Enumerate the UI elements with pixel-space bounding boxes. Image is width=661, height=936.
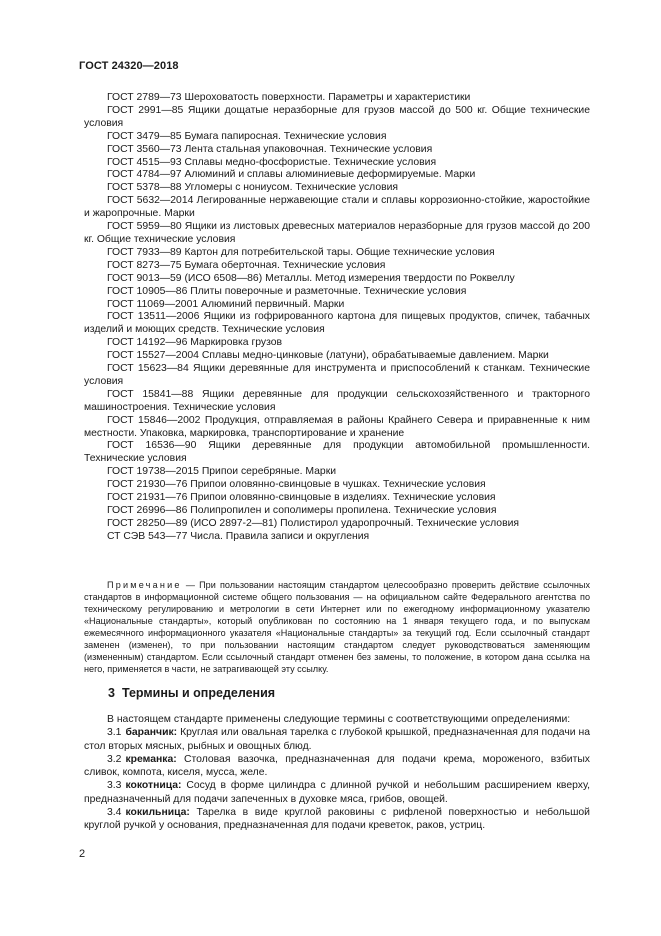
reference-title: Ящики деревянные для продукции сельскохозяйственного и тракторного машиностроения. Технические условия xyxy=(84,388,590,413)
reference-item xyxy=(84,157,590,170)
terms-section xyxy=(84,713,590,833)
reference-code: ГОСТ 7933—89 xyxy=(107,246,182,258)
reference-title: Шероховатость поверхности. Параметры и характеристики xyxy=(184,92,471,103)
reference-title: Полистирол ударопрочный. Технические условия xyxy=(280,517,520,529)
reference-title: Легированные нержавеющие стали и сплавы коррозионно-стойкие, жаростойкие и жаропрочные. Марки xyxy=(84,195,591,220)
page-number: 2 xyxy=(79,848,86,860)
reference-item xyxy=(84,286,590,299)
reference-item xyxy=(84,299,590,312)
term-number: 3.2 xyxy=(107,753,122,765)
reference-title: Картон для потребительской тары. Общие технические условия xyxy=(184,246,495,258)
reference-title: Плиты поверочные и разметочные. Технические условия xyxy=(190,285,467,297)
reference-code: ГОСТ 28250—89 (ИСО 2897-2—81) xyxy=(107,517,278,529)
reference-code: ГОСТ 10905—86 xyxy=(107,285,188,297)
term-definition: Сосуд в форме цилиндра с длинной ручкой и небольшим расширением кверху, предназначенный для подачи запеченных в духовке мяса, грибов, овощей. xyxy=(84,780,591,805)
reference-title: Алюминий первичный. Марки xyxy=(201,298,345,310)
reference-item xyxy=(84,479,590,492)
section-heading xyxy=(108,686,275,700)
reference-item xyxy=(84,182,590,195)
reference-item xyxy=(84,92,590,105)
reference-code: ГОСТ 8273—75 xyxy=(107,259,182,271)
reference-item xyxy=(84,311,590,337)
reference-item xyxy=(84,195,590,221)
term-name: кокотница: xyxy=(125,780,182,792)
reference-title: Металлы. Метод измерения твердости по Роквеллу xyxy=(265,272,515,284)
reference-title: Полипропилен и сополимеры пропилена. Технические условия xyxy=(190,505,497,516)
note-label: Примечание xyxy=(107,580,182,590)
reference-item xyxy=(84,260,590,273)
references-note xyxy=(84,579,590,675)
reference-item xyxy=(84,389,590,415)
reference-item xyxy=(84,518,590,531)
term-definition: Столовая вазочка, предназначенная для подачи крема, мороженого, взбитых сливок, компота, киселя, мусса, желе. xyxy=(84,753,590,779)
section-intro: В настоящем стандарте применены следующие термины с соответствующими определениями: xyxy=(107,714,571,725)
reference-code: ГОСТ 5632—2014 xyxy=(107,195,194,207)
reference-item xyxy=(84,169,590,182)
reference-title: Ящики дощатые неразборные для грузов массой до 500 кг. Общие технические условия xyxy=(84,104,590,129)
normative-references-list xyxy=(84,92,590,544)
term-definition: Круглая или овальная тарелка с глубокой крышкой, предназначенная для подачи на стол вторых мясных, рыбных и овощных блюд. xyxy=(84,727,590,752)
term-entry xyxy=(84,753,590,780)
reference-code: ГОСТ 4515—93 xyxy=(107,156,182,168)
reference-item xyxy=(84,531,590,544)
term-number: 3.1 xyxy=(107,727,122,739)
reference-code: ГОСТ 19738—2015 xyxy=(107,466,199,478)
reference-item xyxy=(84,144,590,157)
term-definition: Тарелка в виде круглой раковины с рифленой поверхностью и небольшой круглой ручкой у основания, предназначенная для подачи креветок, раков, устриц. xyxy=(84,807,590,832)
reference-item xyxy=(84,337,590,350)
reference-item xyxy=(84,415,590,441)
reference-code: ГОСТ 15527—2004 xyxy=(107,350,199,362)
reference-code: ГОСТ 21931—76 xyxy=(107,492,188,504)
reference-title: Алюминий и сплавы алюминиевые деформируемые. Марки xyxy=(184,169,476,181)
reference-code: ГОСТ 4784—97 xyxy=(107,169,182,181)
reference-code: ГОСТ 5378—88 xyxy=(107,182,182,194)
reference-code: ГОСТ 2789—73 xyxy=(107,92,182,103)
term-name: креманка: xyxy=(125,753,177,765)
reference-title: Сплавы медно-фосфористые. Технические условия xyxy=(184,156,437,168)
reference-code: ГОСТ 13511—2006 xyxy=(107,311,200,323)
reference-title: Сплавы медно-цинковые (латуни), обрабатываемые давлением. Марки xyxy=(201,350,549,362)
reference-item xyxy=(84,466,590,479)
reference-item xyxy=(84,131,590,144)
reference-code: ГОСТ 5959—80 xyxy=(107,221,182,233)
reference-code: ГОСТ 3479—85 xyxy=(107,130,182,142)
reference-code: ГОСТ 2991—85 xyxy=(107,104,184,116)
reference-code: ГОСТ 26996—86 xyxy=(107,505,188,516)
reference-item xyxy=(84,273,590,286)
reference-title: Ящики деревянные для инструмента и приспособлений к станкам. Технические условия xyxy=(84,363,590,387)
reference-title: Ящики из гофрированного картона для пищевых продуктов, спичек, табачных изделий и моющих средств. Технические условия xyxy=(84,311,590,336)
reference-title: Маркировка грузов xyxy=(190,337,283,349)
reference-code: ГОСТ 3560—73 xyxy=(107,143,182,155)
section-number: 3 xyxy=(108,686,115,700)
term-entry xyxy=(84,726,590,753)
reference-code: ГОСТ 15846—2002 xyxy=(107,414,201,426)
term-number: 3.4 xyxy=(107,807,122,819)
reference-item xyxy=(84,350,590,363)
reference-item xyxy=(84,505,590,518)
term-name: баранчик: xyxy=(125,727,178,739)
reference-item xyxy=(84,363,590,389)
reference-title: Ящики из листовых древесных материалов неразборные для грузов массой до 200 кг. Общие технические условия xyxy=(84,221,590,245)
reference-code: СТ СЭВ 543—77 xyxy=(107,530,188,542)
term-entry xyxy=(84,806,590,833)
reference-code: ГОСТ 15623—84 xyxy=(107,363,189,375)
reference-code: ГОСТ 21930—76 xyxy=(107,479,188,491)
reference-item xyxy=(84,492,590,505)
reference-item xyxy=(84,247,590,260)
reference-item xyxy=(84,221,590,247)
reference-title: Бумага оберточная. Технические условия xyxy=(184,259,386,271)
reference-title: Припои серебряные. Марки xyxy=(201,466,337,478)
note-text: — При пользовании настоящим стандартом целесообразно проверить действие ссылочных стандартов в информационной системе общего пользования — на официальном сайте Федерального агентства по техническому регулированию и метрологии в сети Интернет или по ежегодному информационному указателю «Национальные стандарты», который опубликован по состоянию на 1 января текущего года, и по выпускам ежемесячного информационного указателя «Национальные стандарты» за текущий год. Если ссылочный стандарт заменен (изменен), то при пользовании настоящим стандартом следует руководствоваться заменяющим (измененным) стандартом. Если ссылочный стандарт отменен без замены, то положение, в котором дана ссылка на него, применяется в части, не затрагивающей эту ссылку. xyxy=(84,580,591,674)
reference-title: Припои оловянно-свинцовые в изделиях. Технические условия xyxy=(190,492,496,504)
section-title: Термины и определения xyxy=(121,686,276,700)
reference-title: Продукция, отправляемая в районы Крайнего Севера и приравненные к ним местности. Упаковка, маркировка, транспортирование и хранение xyxy=(84,414,590,439)
reference-code: ГОСТ 11069—2001 xyxy=(107,298,199,310)
reference-code: ГОСТ 14192—96 xyxy=(107,337,188,349)
term-entry xyxy=(84,779,590,806)
reference-title: Лента стальная упаковочная. Технические условия xyxy=(184,143,433,155)
reference-code: ГОСТ 15841—88 xyxy=(107,388,194,400)
reference-title: Числа. Правила записи и округления xyxy=(190,530,370,542)
document-header: ГОСТ 24320—2018 xyxy=(79,60,179,72)
reference-title: Ящики деревянные для продукции автомобильной промышленности. Технические условия xyxy=(84,440,591,465)
reference-title: Бумага папиросная. Технические условия xyxy=(184,130,387,142)
term-number: 3.3 xyxy=(107,780,122,792)
term-name: кокильница: xyxy=(125,807,190,819)
reference-item xyxy=(84,105,590,131)
reference-title: Угломеры с нониусом. Технические условия xyxy=(184,182,399,194)
reference-item xyxy=(84,440,590,466)
reference-code: ГОСТ 16536—90 xyxy=(107,440,197,452)
reference-code: ГОСТ 9013—59 (ИСО 6508—86) xyxy=(107,272,263,284)
reference-title: Припои оловянно-свинцовые в чушках. Технические условия xyxy=(190,479,486,491)
